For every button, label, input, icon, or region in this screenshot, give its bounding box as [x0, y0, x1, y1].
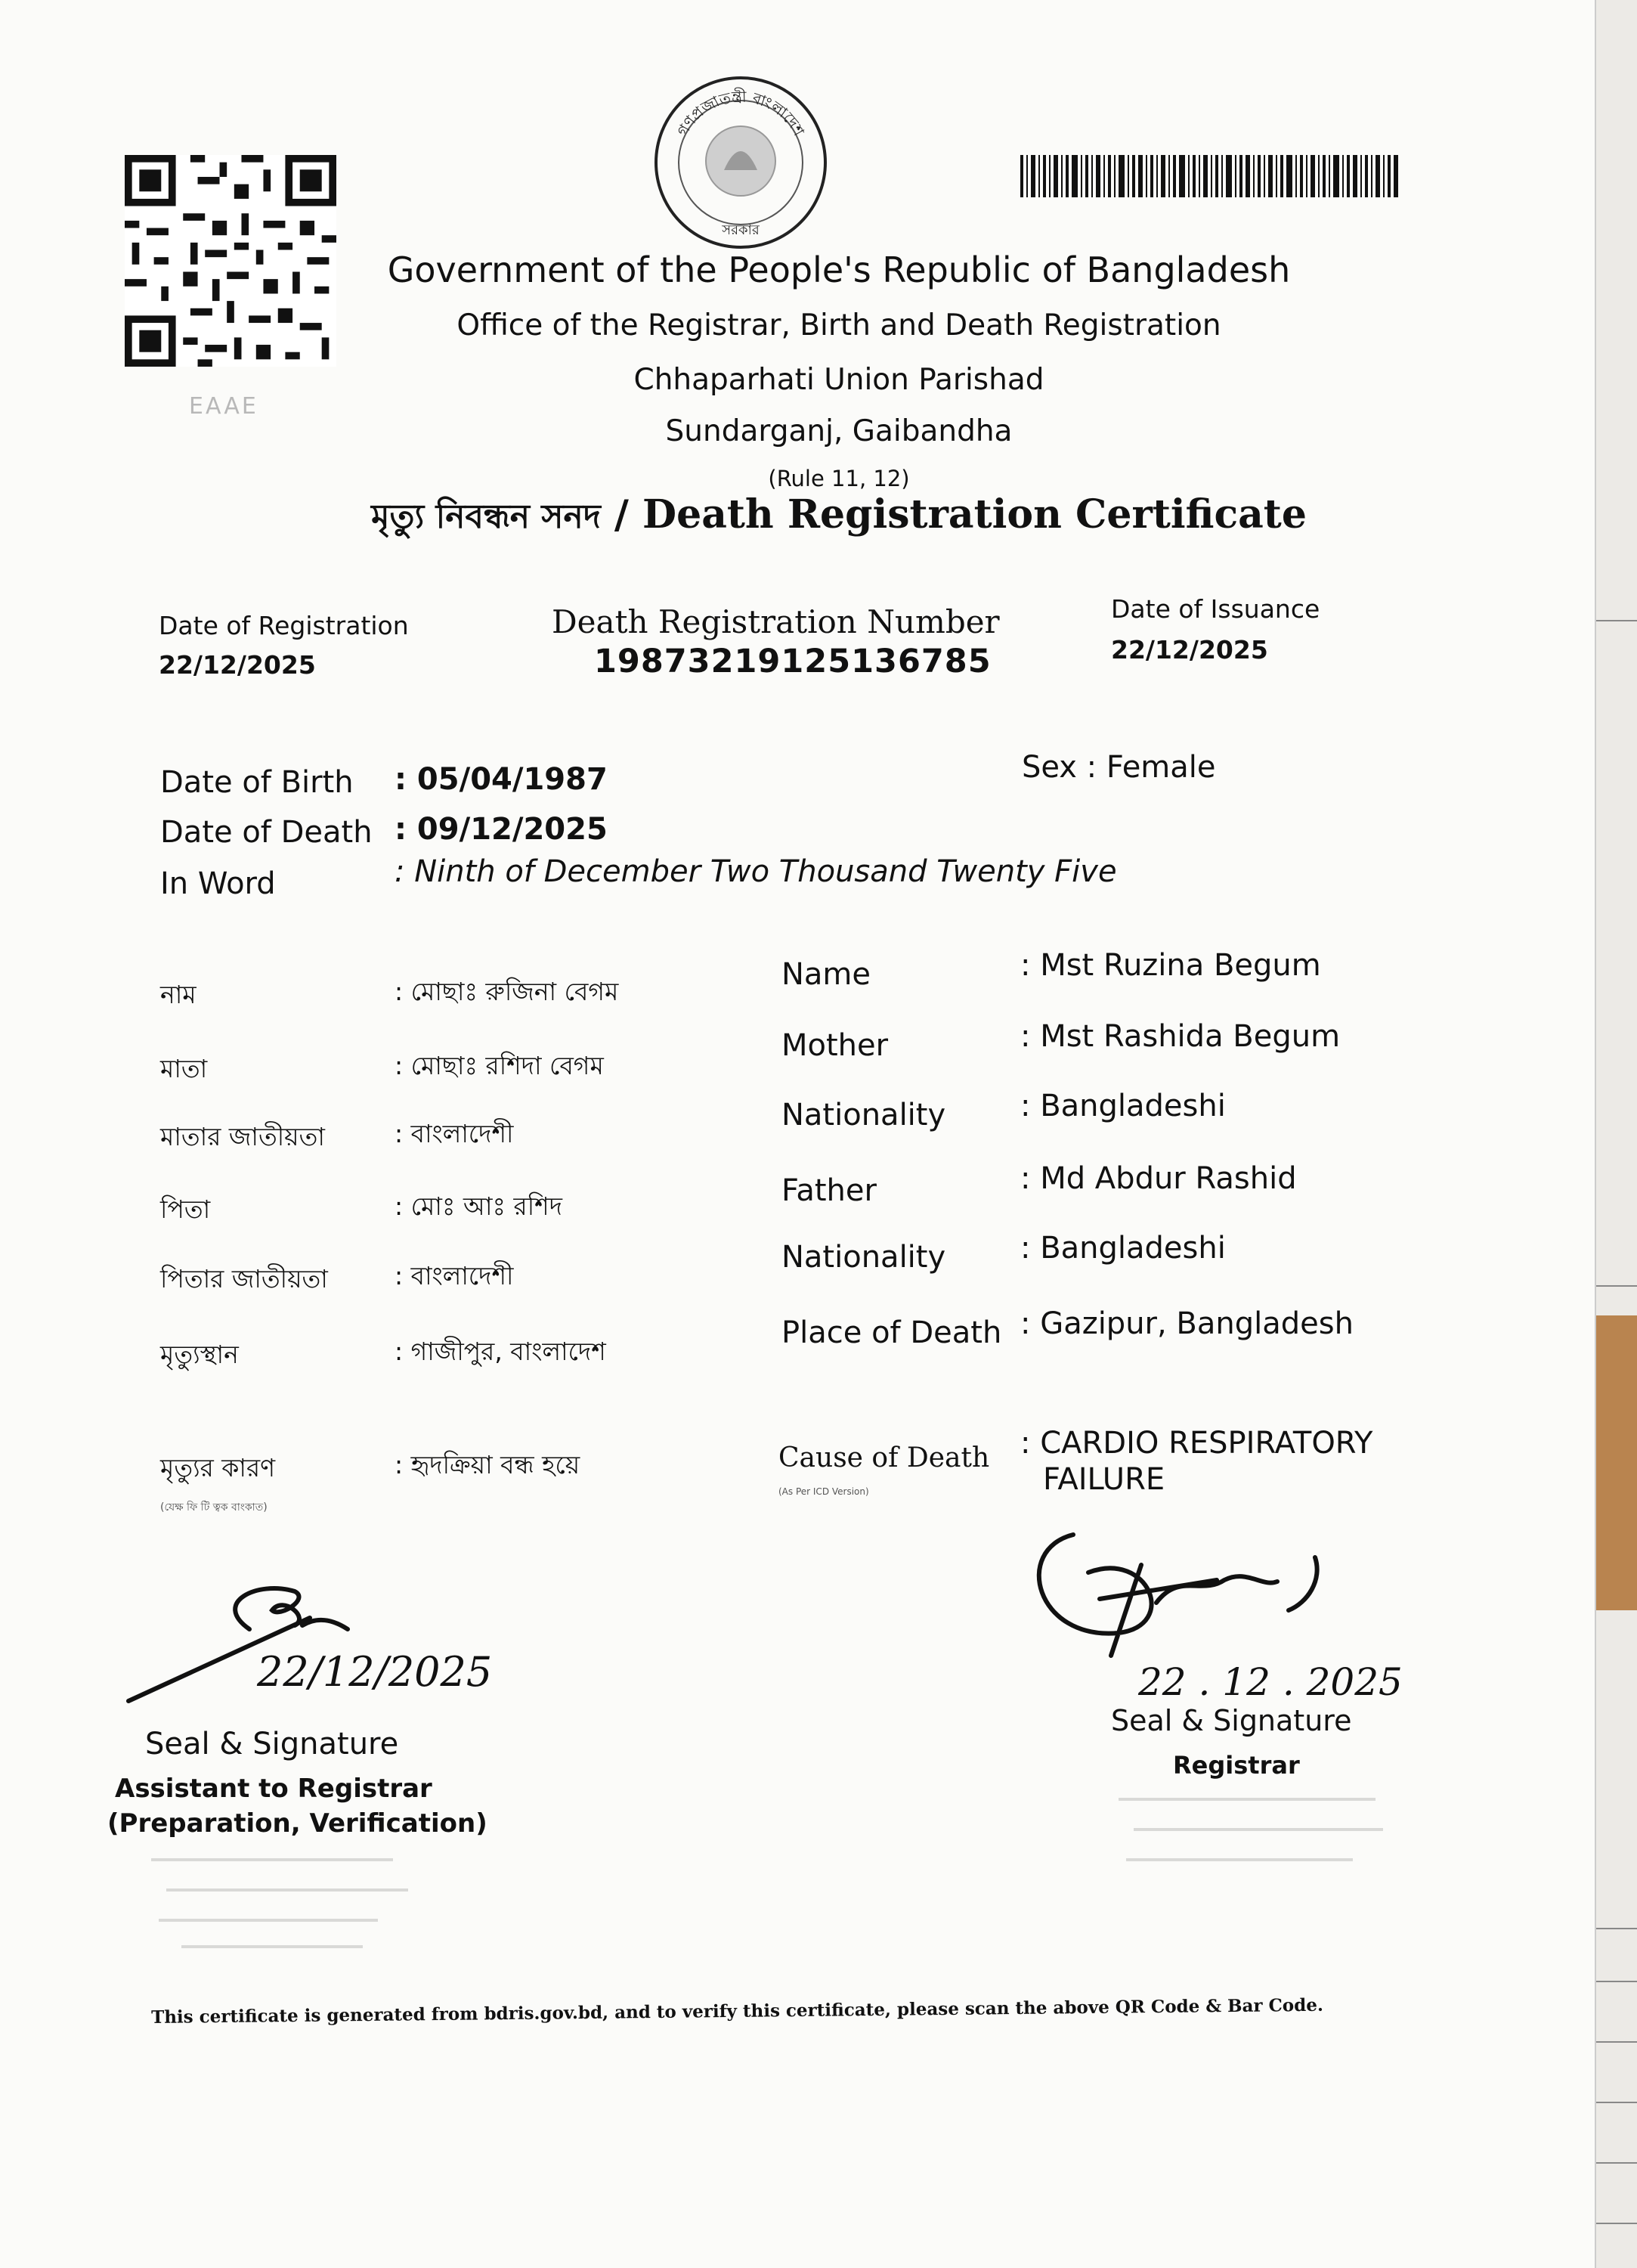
bn-father-nationality-value: : বাংলাদেশী — [395, 1261, 514, 1290]
bn-mother-value: : মোছাঃ রশিদা বেগম — [395, 1051, 604, 1080]
date-of-birth-value: : 05/04/1987 — [395, 762, 608, 797]
name-value: : Mst Ruzina Begum — [1020, 948, 1321, 983]
district-heading: Sundarganj, Gaibandha — [665, 414, 1013, 448]
name-label: Name — [781, 957, 871, 992]
mother-label: Mother — [781, 1028, 889, 1063]
bn-mother-nationality-label: মাতার জাতীয়তা — [160, 1122, 325, 1151]
cause-of-death-value-line2: FAILURE — [1043, 1462, 1165, 1497]
bn-cause-of-death-label: মৃত্যুর কারণ — [160, 1453, 276, 1483]
bn-father-nationality-label: পিতার জাতীয়তা — [160, 1264, 328, 1294]
assistant-sub-role: (Preparation, Verification) — [107, 1808, 487, 1839]
certificate-title-en: Death Registration Certificate — [642, 491, 1307, 538]
bn-father-value: : মোঃ আঃ রশিদ — [395, 1191, 563, 1221]
father-value: : Md Abdur Rashid — [1020, 1161, 1297, 1196]
in-word-label: In Word — [160, 866, 276, 901]
date-of-registration-value: 22/12/2025 — [159, 650, 316, 680]
date-of-birth-label: Date of Birth — [160, 765, 354, 800]
date-of-issuance-label: Date of Issuance — [1111, 594, 1320, 624]
bn-place-of-death-value: : গাজীপুর, বাংলাদেশ — [395, 1337, 606, 1366]
bn-cause-of-death-value: : হৃদক্রিয়া বন্ধ হয়ে — [395, 1450, 580, 1479]
certificate-title-sep: / — [600, 492, 643, 538]
cause-of-death-note: (As Per ICD Version) — [778, 1486, 869, 1497]
registration-number-value: 19873219125136785 — [594, 643, 992, 680]
government-emblem — [650, 72, 831, 253]
emblem-text-bottom: সরকার — [722, 222, 760, 238]
certificate-title-bn: মৃত্যু নিবন্ধন সনদ — [371, 497, 601, 536]
in-word-value: : Ninth of December Two Thousand Twenty Five — [395, 854, 1117, 889]
government-heading: Government of the People's Republic of Bangladesh — [387, 249, 1291, 290]
bn-mother-label: মাতা — [160, 1054, 208, 1083]
registrar-faint-seal — [1103, 1784, 1406, 1898]
background-edge — [1595, 0, 1637, 2268]
sex-value: Sex : Female — [1022, 750, 1216, 785]
registrar-seal-label: Seal & Signature — [1111, 1704, 1352, 1737]
background-wood — [1596, 1315, 1637, 1610]
qr-code — [121, 155, 340, 367]
assistant-role: Assistant to Registrar — [115, 1774, 432, 1804]
mother-nationality-value: : Bangladeshi — [1020, 1089, 1226, 1123]
bn-cause-note: (যেক্ষ ফি টি ত্বক বাংকাত) — [160, 1501, 268, 1514]
assistant-signature-date: 22/12/2025 — [257, 1648, 493, 1696]
office-heading: Office of the Registrar, Birth and Death Registration — [456, 308, 1221, 342]
mother-value: : Mst Rashida Begum — [1020, 1019, 1341, 1054]
father-nationality-value: : Bangladeshi — [1020, 1231, 1226, 1266]
cause-of-death-label: Cause of Death — [778, 1442, 990, 1473]
date-of-issuance-value: 22/12/2025 — [1111, 635, 1268, 665]
assistant-faint-seal — [136, 1845, 438, 1958]
certificate-title — [333, 491, 1345, 547]
verification-footer: This certificate is generated from bdris.gov.bd, and to verify this certificate, please scan the above QR Code & Bar Code. — [151, 1994, 1324, 2028]
bn-father-label: পিতা — [160, 1194, 211, 1224]
date-of-death-value: : 09/12/2025 — [395, 812, 608, 847]
place-of-death-value: : Gazipur, Bangladesh — [1020, 1306, 1354, 1341]
rule-text: (Rule 11, 12) — [768, 466, 910, 491]
date-of-registration-label: Date of Registration — [159, 611, 409, 640]
cause-of-death-value-line1: : CARDIO RESPIRATORY — [1020, 1426, 1373, 1461]
barcode — [1020, 155, 1398, 197]
registration-number-label: Death Registration Number — [552, 603, 1000, 640]
date-of-death-label: Date of Death — [160, 815, 373, 850]
registrar-signature-date: 22 . 12 . 2025 — [1138, 1660, 1403, 1704]
bn-name-label: নাম — [160, 980, 197, 1009]
assistant-seal-label: Seal & Signature — [145, 1727, 399, 1761]
qr-code-caption: EAAE — [189, 393, 258, 420]
father-label: Father — [781, 1173, 877, 1208]
union-heading: Chhaparhati Union Parishad — [633, 363, 1044, 397]
father-nationality-label: Nationality — [781, 1240, 946, 1275]
emblem-text-top: গণপ্রজাতন্ত্রী বাংলাদেশ — [673, 87, 809, 139]
bn-name-value: : মোছাঃ রুজিনা বেগম — [395, 977, 619, 1006]
bn-mother-nationality-value: : বাংলাদেশী — [395, 1119, 514, 1148]
registrar-role: Registrar — [1173, 1751, 1300, 1780]
place-of-death-label: Place of Death — [781, 1315, 1002, 1350]
mother-nationality-label: Nationality — [781, 1098, 946, 1132]
bn-place-of-death-label: মৃত্যুস্থান — [160, 1340, 239, 1369]
